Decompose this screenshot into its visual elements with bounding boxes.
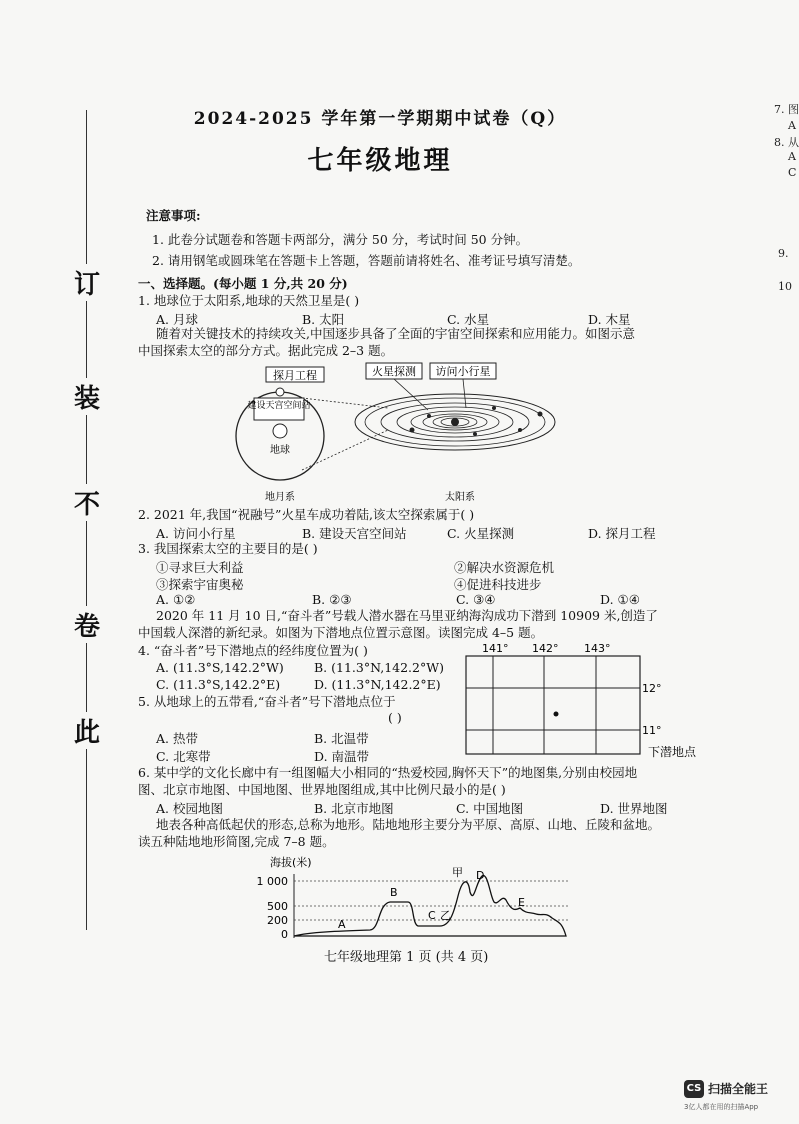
mars-label: 火星探测 — [372, 365, 416, 378]
profile-ylabel: 海拔(米) — [270, 856, 312, 869]
q6-stem-line1: 6. 某中学的文化长廊中有一组图幅大小相同的“热爱校园,胸怀天下”的地图集,分别由校园地 — [138, 765, 638, 780]
right-frag-3: 8. 从 — [774, 136, 799, 149]
q2-option-c: C. 火星探测 — [447, 526, 515, 541]
moon-icon — [276, 388, 284, 396]
scanner-tagline: 3亿人都在用的扫描App — [684, 1103, 759, 1111]
space-exploration-figure — [230, 358, 560, 508]
page-footer: 七年级地理第 1 页 (共 4 页) — [324, 950, 489, 965]
q1-option-b: B. 太阳 — [302, 312, 345, 327]
connector-top — [302, 398, 388, 408]
label-D: D — [476, 869, 485, 882]
tick-0: 0 — [281, 928, 288, 941]
q1-stem: 1. 地球位于太阳系,地球的天然卫星是( ) — [138, 293, 360, 308]
q2-option-a: A. 访问小行星 — [156, 526, 236, 541]
q2-option-b: B. 建设天宫空间站 — [302, 526, 407, 541]
binding-char-1: 订 — [72, 264, 102, 301]
q4-option-c: C. (11.3°S,142.2°E) — [156, 677, 281, 692]
dive-point — [554, 712, 559, 717]
right-frag-4: A — [788, 150, 796, 163]
q5-option-b: B. 北温带 — [314, 731, 369, 746]
label-B: B — [390, 886, 398, 899]
q6-option-b: B. 北京市地图 — [314, 801, 394, 816]
q1-option-d: D. 木星 — [588, 312, 631, 327]
right-frag-6: 9. — [778, 247, 789, 260]
q6-option-a: A. 校园地图 — [156, 801, 223, 816]
earth-icon — [273, 424, 287, 438]
q3-option-a: A. ①② — [156, 592, 196, 607]
mars-pointer — [394, 379, 428, 410]
q5-stem: 5. 从地球上的五带看,“奋斗者”号下潜地点位于 — [138, 694, 396, 709]
asteroid-label: 访问小行星 — [435, 365, 491, 378]
label-yi: 乙 — [440, 909, 451, 922]
intro-45-line1: 2020 年 11 月 10 日,“奋斗者”号载人潜水器在马里亚纳海沟成功下潜到 10909 米,创造了 — [156, 608, 658, 623]
caption-solar-system: 太阳系 — [445, 492, 475, 503]
intro-45-line2: 中国载人深潜的新纪录。如图为下潜地点位置示意图。读图完成 4–5 题。 — [138, 625, 544, 640]
lon-label-142: 142° — [532, 642, 559, 655]
binding-char-4: 卷 — [72, 606, 102, 643]
q3-choice-3: ③探索宇宙奥秘 — [156, 577, 244, 592]
q5-blank: ( ) — [388, 710, 402, 725]
station-label: 建设天宫空间站 — [247, 401, 311, 411]
label-C: C — [428, 909, 436, 922]
right-frag-7: 10 — [778, 280, 792, 293]
dive-location-map — [460, 640, 710, 760]
right-frag-1: 7. 图 — [774, 103, 799, 116]
lon-label-141: 141° — [482, 642, 509, 655]
lon-label-143: 143° — [584, 642, 611, 655]
notes-item-1: 1. 此卷分试题卷和答题卡两部分，满分 50 分，考试时间 50 分钟。 — [152, 232, 529, 247]
q5-option-c: C. 北寒带 — [156, 749, 211, 764]
q2-option-d: D. 探月工程 — [588, 526, 656, 541]
label-E: E — [518, 896, 525, 909]
intro-78-line2: 读五种陆地地形简图,完成 7–8 题。 — [138, 834, 335, 849]
right-frag-5: C — [788, 166, 797, 179]
binding-char-3: 不 — [72, 484, 102, 521]
q5-option-d: D. 南温带 — [314, 749, 370, 764]
binding-char-5: 此 — [72, 712, 102, 749]
q3-choice-2: ②解决水资源危机 — [454, 560, 555, 575]
q4-stem: 4. “奋斗者”号下潜地点的经纬度位置为( ) — [138, 643, 368, 658]
moon-project-label: 探月工程 — [273, 369, 317, 382]
scanner-logo-icon: CS — [684, 1080, 704, 1098]
right-frag-2: A — [788, 119, 796, 132]
intro-23-line2: 中国探索太空的部分方式。据此完成 2–3 题。 — [138, 343, 394, 358]
intro-23-line1: 随着对关键技术的持续攻关,中国逐步具备了全面的宇宙空间探索和应用能力。如图示意 — [156, 326, 635, 341]
q4-option-d: D. (11.3°N,142.2°E) — [314, 677, 441, 692]
q3-choice-4: ④促进科技进步 — [454, 577, 542, 592]
tick-200: 200 — [267, 914, 288, 927]
q3-option-c: C. ③④ — [456, 592, 496, 607]
tick-1000: 1 000 — [256, 875, 288, 888]
terrain-profile-chart — [250, 852, 580, 947]
scanner-app-name: 扫描全能王 — [708, 1082, 769, 1096]
label-jia: 甲 — [452, 866, 463, 879]
q5-option-a: A. 热带 — [156, 731, 198, 746]
notes-heading: 注意事项: — [146, 208, 201, 223]
q3-option-b: B. ②③ — [312, 592, 352, 607]
connector-bottom — [302, 430, 388, 470]
q6-option-d: D. 世界地图 — [600, 801, 668, 816]
q3-choice-1: ①寻求巨大利益 — [156, 560, 244, 575]
q2-stem: 2. 2021 年,我国“祝融号”火星车成功着陆,该太空探索属于( ) — [138, 507, 475, 522]
binding-char-2: 装 — [72, 378, 102, 415]
label-A: A — [338, 918, 346, 931]
lat-label-11: 11° — [642, 724, 662, 737]
lat-label-12: 12° — [642, 682, 662, 695]
q4-option-a: A. (11.3°S,142.2°W) — [156, 660, 284, 675]
q1-option-c: C. 水星 — [447, 312, 490, 327]
earth-label: 地球 — [270, 445, 290, 456]
map-frame — [466, 656, 640, 754]
tick-500: 500 — [267, 900, 288, 913]
intro-78-line1: 地表各种高低起伏的形态,总称为地形。陆地地形主要分为平原、高原、山地、丘陵和盆地。 — [156, 817, 660, 832]
q3-stem: 3. 我国探索太空的主要目的是( ) — [138, 541, 318, 556]
caption-earth-moon: 地月系 — [265, 492, 295, 503]
q3-option-d: D. ①④ — [600, 592, 640, 607]
q6-option-c: C. 中国地图 — [456, 801, 524, 816]
subject-title: 七年级地理 — [307, 146, 453, 176]
q6-stem-line2: 图、北京市地图、中国地图、世界地图组成,其中比例尺最小的是( ) — [138, 782, 506, 797]
dive-point-caption: 下潜地点 — [648, 745, 697, 759]
solar-system — [355, 394, 555, 450]
asteroid-pointer — [463, 379, 466, 408]
exam-title: 2024-2025 学年第一学期期中试卷（Q） — [193, 109, 567, 129]
q1-option-a: A. 月球 — [156, 312, 198, 327]
q4-option-b: B. (11.3°N,142.2°W) — [314, 660, 444, 675]
notes-item-2: 2. 请用钢笔或圆珠笔在答题卡上答题，答题前请将姓名、准考证号填写清楚。 — [152, 253, 581, 268]
section-heading: 一、选择题。(每小题 1 分,共 20 分) — [138, 276, 348, 291]
